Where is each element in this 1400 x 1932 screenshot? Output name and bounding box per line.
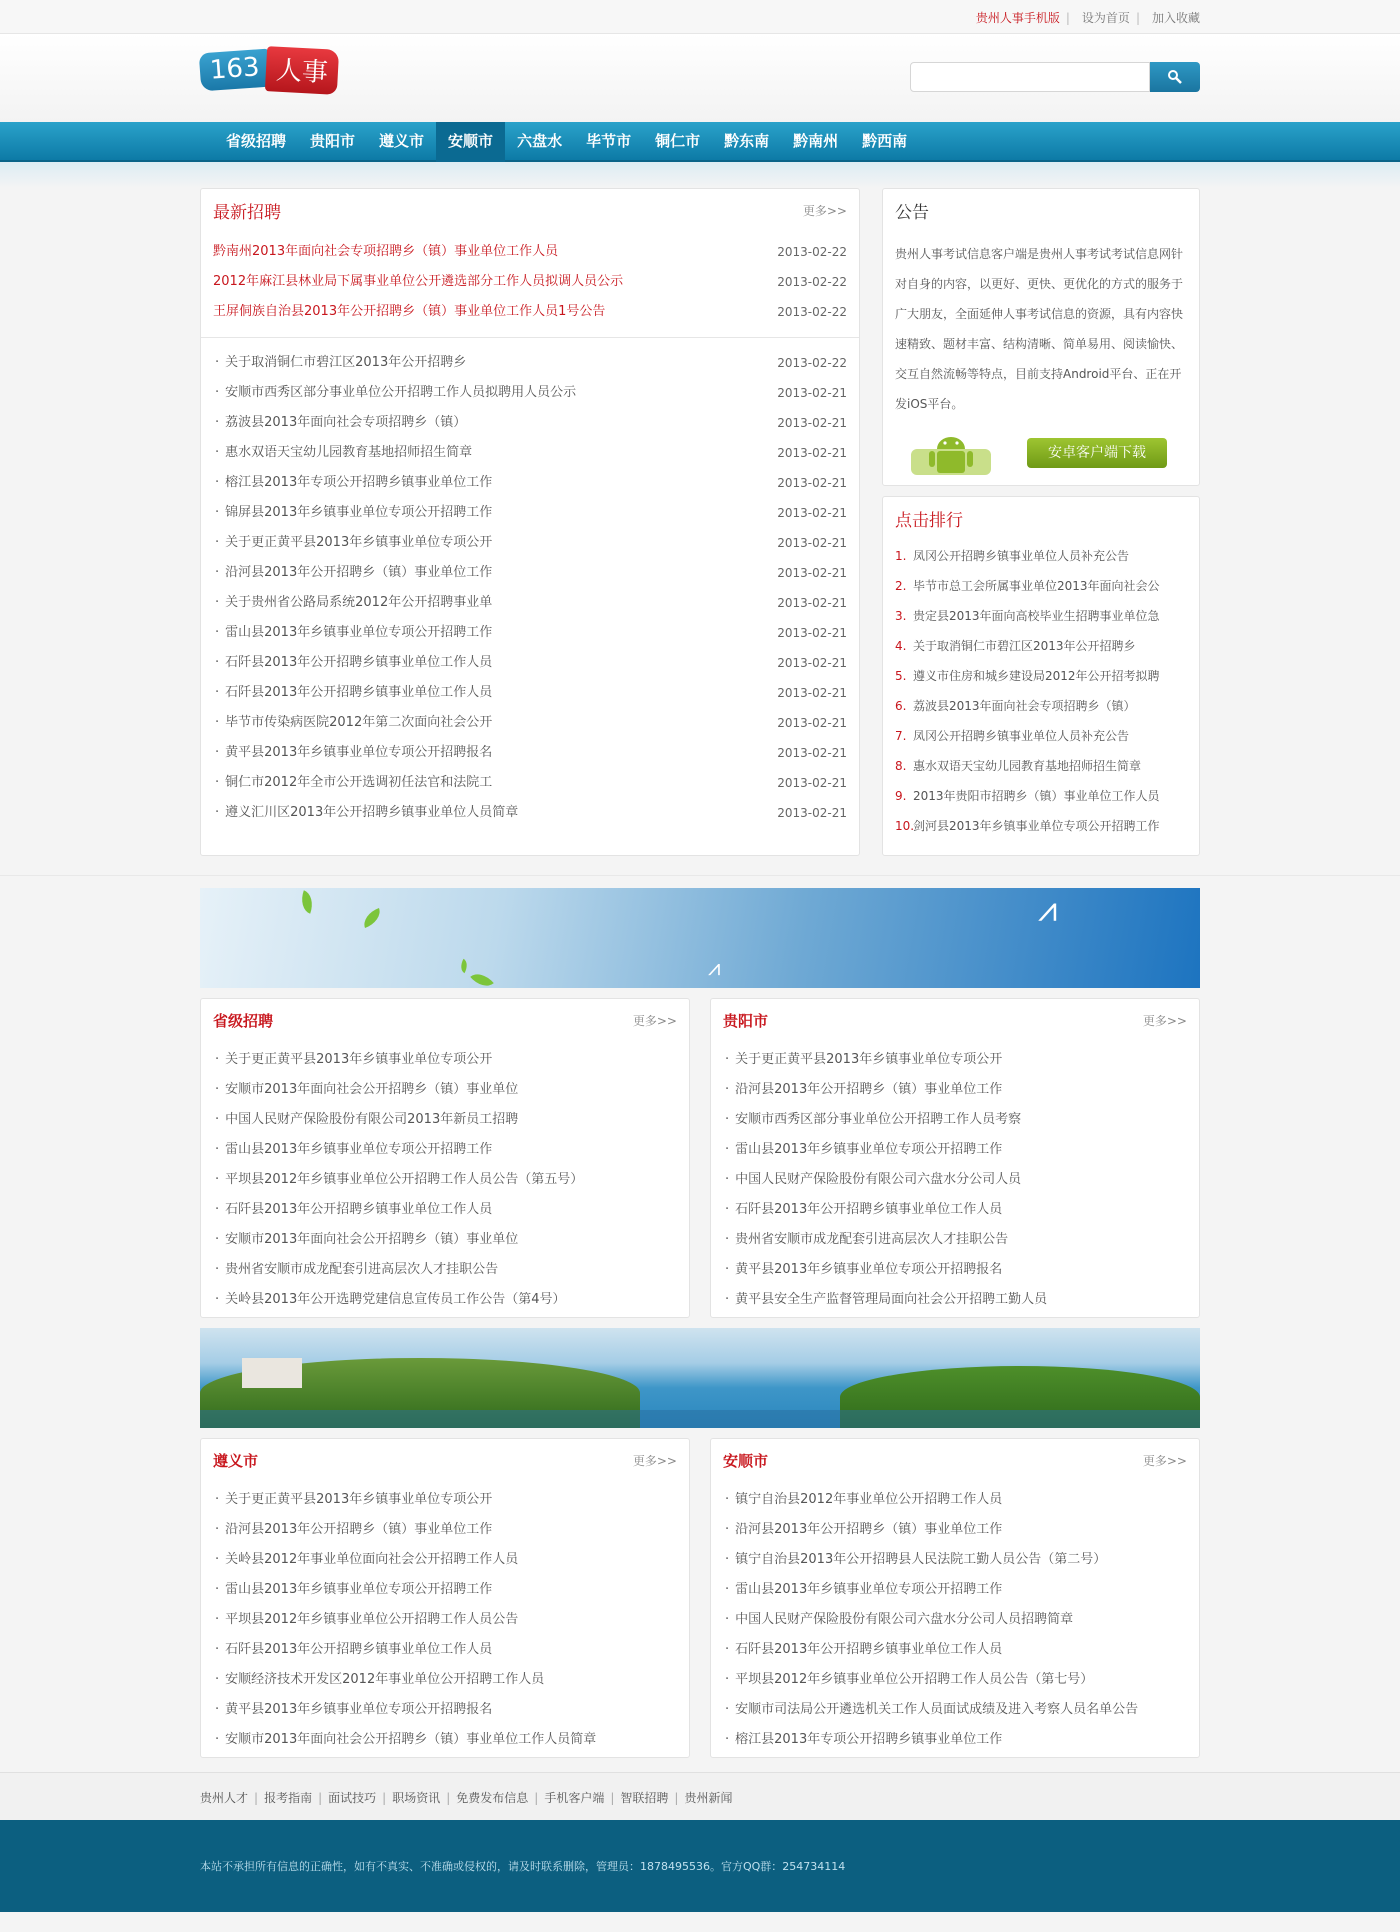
list-item-date: 2013-02-21: [777, 656, 847, 670]
nav-item[interactable]: 六盘水: [517, 132, 563, 150]
separator: |: [382, 1791, 387, 1805]
main-nav: [0, 122, 1400, 162]
list-item: [215, 1695, 677, 1725]
list-item: [725, 1545, 1187, 1575]
latest-list: [201, 338, 859, 828]
footer-link[interactable]: 贵州新闻: [684, 1791, 733, 1805]
rank-number: 5.: [895, 669, 907, 683]
list-item: [215, 1605, 677, 1635]
sky-banner: [200, 888, 1200, 988]
list-item-link[interactable]: · 石阡县2013年公开招聘乡镇事业单位工作人员: [725, 1635, 1002, 1665]
separator: |: [610, 1791, 615, 1805]
rank-item[interactable]: [895, 571, 1187, 601]
list-item: [215, 1225, 677, 1255]
list-item: [725, 1635, 1187, 1665]
set-homepage-link[interactable]: 设为首页: [1081, 11, 1130, 25]
list-item-link[interactable]: · 毕节市传染病医院2012年第二次面向社会公开: [215, 708, 492, 738]
list-item-link[interactable]: · 石阡县2013年公开招聘乡镇事业单位工作人员: [215, 1635, 492, 1665]
list-item-link[interactable]: · 黄平县2013年乡镇事业单位专项公开招聘报名: [215, 738, 492, 768]
list-item-link[interactable]: · 安顺市2013年面向社会公开招聘乡（镇）事业单位: [215, 1225, 518, 1255]
list-item-link[interactable]: · 关岭县2012年事业单位面向社会公开招聘工作人员: [215, 1545, 518, 1575]
list-item-link[interactable]: · 石阡县2013年公开招聘乡镇事业单位工作人员: [215, 648, 492, 678]
list-item-link[interactable]: · 平坝县2012年乡镇事业单位公开招聘工作人员公告（第五号）: [215, 1165, 583, 1195]
list-item-link[interactable]: · 关于更正黄平县2013年乡镇事业单位专项公开: [215, 1045, 492, 1075]
rank-number: 9.: [895, 789, 907, 803]
list-item: [215, 678, 847, 708]
list-item-link[interactable]: · 沿河县2013年公开招聘乡（镇）事业单位工作: [215, 1515, 492, 1545]
list-item-link[interactable]: · 贵州省安顺市成龙配套引进高层次人才挂职公告: [215, 1255, 498, 1285]
list-item: [215, 1575, 677, 1605]
rank-item-link[interactable]: 荔波县2013年面向社会专项招聘乡（镇）: [913, 699, 1136, 713]
list-item-link[interactable]: · 关于更正黄平县2013年乡镇事业单位专项公开: [725, 1045, 1002, 1075]
list-item-link[interactable]: · 榕江县2013年专项公开招聘乡镇事业单位工作: [725, 1725, 1002, 1755]
list-item-link[interactable]: · 安顺市2013年面向社会公开招聘乡（镇）事业单位: [215, 1075, 518, 1105]
rank-item-link[interactable]: 贵定县2013年面向高校毕业生招聘事业单位急: [913, 609, 1160, 623]
hot-item: [213, 237, 847, 267]
mobile-link[interactable]: 贵州人事手机版: [975, 11, 1060, 25]
list-item-date: 2013-02-21: [777, 416, 847, 430]
list-item-link[interactable]: · 镇宁自治县2012年事业单位公开招聘工作人员: [725, 1485, 1002, 1515]
list-item: [215, 798, 847, 828]
hot-item: [213, 267, 847, 297]
list-item-link[interactable]: · 石阡县2013年公开招聘乡镇事业单位工作人员: [215, 1195, 492, 1225]
leaf-icon: [470, 968, 494, 988]
footer-link[interactable]: 报考指南: [264, 1791, 313, 1805]
nav-item[interactable]: 黔南州: [793, 132, 839, 150]
list-item-link[interactable]: · 安顺市司法局公开遴选机关工作人员面试成绩及进入考察人员名单公告: [725, 1695, 1138, 1725]
search-input[interactable]: [910, 62, 1150, 92]
list-item-date: 2013-02-21: [777, 776, 847, 790]
list-item-link[interactable]: · 石阡县2013年公开招聘乡镇事业单位工作人员: [725, 1195, 1002, 1225]
footer-link[interactable]: 面试技巧: [328, 1791, 377, 1805]
list-item: [215, 438, 847, 468]
rank-item[interactable]: [895, 751, 1187, 781]
bird-icon: ⩘: [708, 956, 721, 981]
list-item-link[interactable]: · 沿河县2013年公开招聘乡（镇）事业单位工作: [215, 558, 492, 588]
section-title: 遵义市: [213, 1451, 259, 1470]
logo-number: 163: [199, 49, 271, 92]
list-item: [215, 468, 847, 498]
latest-jobs-title: 最新招聘: [213, 202, 281, 223]
hot-item: [213, 297, 847, 327]
list-item: [215, 1515, 677, 1545]
bird-icon: ⩘: [1038, 890, 1058, 930]
list-item: [215, 528, 847, 558]
rank-item[interactable]: [895, 781, 1187, 811]
rank-item[interactable]: [895, 661, 1187, 691]
list-item: [725, 1665, 1187, 1695]
section-panel: [200, 998, 690, 1318]
list-item-date: 2013-02-21: [777, 746, 847, 760]
search-bar: [910, 62, 1200, 92]
hot-item-link[interactable]: 2012年麻江县林业局下属事业单位公开遴选部分工作人员拟调人员公示: [213, 274, 624, 289]
hot-item-link[interactable]: 王屏侗族自治县2013年公开招聘乡（镇）事业单位工作人员1号公告: [213, 304, 606, 319]
hot-item-date: 2013-02-22: [777, 305, 847, 319]
section-title: 贵阳市: [723, 1011, 769, 1030]
list-item-link[interactable]: · 关岭县2013年公开选聘党建信息宣传员工作公告（第4号）: [215, 1285, 566, 1315]
list-item: [215, 1105, 677, 1135]
list-item-link[interactable]: · 遵义汇川区2013年公开招聘乡镇事业单位人员简章: [215, 798, 518, 828]
separator: |: [534, 1791, 539, 1805]
list-item-link[interactable]: · 安顺市西秀区部分事业单位公开招聘工作人员考察: [725, 1105, 1021, 1135]
list-item-date: 2013-02-21: [777, 536, 847, 550]
list-item: [725, 1135, 1187, 1165]
section-panel: [710, 1438, 1200, 1758]
list-item: [725, 1165, 1187, 1195]
separator: |: [674, 1791, 679, 1805]
rank-number: 1.: [895, 549, 907, 563]
list-item: [215, 768, 847, 798]
rank-item[interactable]: [895, 691, 1187, 721]
notice-text: 贵州人事考试信息客户端是贵州人事考试考试信息网针对自身的内容，以更好、更快、更优化的方式的服务于广大朋友，全面延伸人事考试信息的资源，具有内容快速精致、题材丰富、结构清晰、简单易用、阅读愉快、交互自然流畅等特点，目前支持Android平台、正在开发iOS平台。: [895, 247, 1184, 411]
list-item-link[interactable]: · 锦屏县2013年乡镇事业单位专项公开招聘工作: [215, 498, 492, 528]
list-item: [215, 618, 847, 648]
list-item: [725, 1045, 1187, 1075]
rank-item-link[interactable]: 剑河县2013年乡镇事业单位专项公开招聘工作: [913, 819, 1160, 833]
click-ranking-panel: [882, 496, 1200, 856]
list-item-link[interactable]: · 沿河县2013年公开招聘乡（镇）事业单位工作: [725, 1075, 1002, 1105]
list-item: [215, 348, 847, 378]
list-item: [215, 708, 847, 738]
rank-number: 7.: [895, 729, 907, 743]
list-item-date: 2013-02-21: [777, 566, 847, 580]
rank-item[interactable]: [895, 631, 1187, 661]
ranking-title: 点击排行: [895, 510, 963, 531]
list-item: [215, 408, 847, 438]
nav-item[interactable]: 安顺市: [436, 122, 505, 162]
section-panel: [200, 1438, 690, 1758]
android-icon: [911, 427, 991, 479]
list-item: [725, 1075, 1187, 1105]
footer: [0, 1820, 1400, 1912]
separator: |: [446, 1791, 451, 1805]
footer-link[interactable]: 智联招聘: [620, 1791, 669, 1805]
nav-shadow: [0, 162, 1400, 188]
list-item-link[interactable]: · 铜仁市2012年全市公开选调初任法官和法院工: [215, 768, 492, 798]
notice-panel: [882, 188, 1200, 486]
list-item-link[interactable]: · 榕江县2013年专项公开招聘乡镇事业单位工作: [215, 468, 492, 498]
list-item-date: 2013-02-21: [777, 506, 847, 520]
list-item: [215, 1255, 677, 1285]
list-item-link[interactable]: · 黄平县2013年乡镇事业单位专项公开招聘报名: [725, 1255, 1002, 1285]
nav-item[interactable]: 贵阳市: [310, 132, 356, 150]
nav-item[interactable]: 省级招聘: [226, 132, 287, 150]
rank-item[interactable]: [895, 811, 1187, 841]
list-item: [215, 1045, 677, 1075]
rank-number: 4.: [895, 639, 907, 653]
list-item-link[interactable]: · 贵州省安顺市成龙配套引进高层次人才挂职公告: [725, 1225, 1008, 1255]
list-item-date: 2013-02-21: [777, 686, 847, 700]
list-item-link[interactable]: · 关于贵州省公路局系统2012年公开招聘事业单: [215, 588, 492, 618]
list-item-link[interactable]: · 荔波县2013年面向社会专项招聘乡（镇）: [215, 408, 466, 438]
list-item-link[interactable]: · 镇宁自治县2013年公开招聘县人民法院工勤人员公告（第二号）: [725, 1545, 1106, 1575]
hot-item-date: 2013-02-22: [777, 275, 847, 289]
rank-number: 6.: [895, 699, 907, 713]
top-links: 贵州人事手机版 | 设为首页 | 加入收藏: [975, 11, 1200, 25]
list-item-date: 2013-02-21: [777, 386, 847, 400]
list-item: [215, 1545, 677, 1575]
list-item: [215, 1485, 677, 1515]
header: [0, 34, 1400, 122]
rank-item-link[interactable]: 凤冈公开招聘乡镇事业单位人员补充公告: [913, 729, 1130, 743]
list-item: [725, 1485, 1187, 1515]
water-shape: [200, 1410, 1200, 1428]
search-button[interactable]: [1150, 62, 1200, 92]
list-item-date: 2013-02-21: [777, 806, 847, 820]
list-item-date: 2013-02-21: [777, 476, 847, 490]
list-item-link[interactable]: · 雷山县2013年乡镇事业单位专项公开招聘工作: [725, 1575, 1002, 1605]
rank-item-link[interactable]: 毕节市总工会所属事业单位2013年面向社会公: [913, 579, 1160, 593]
add-favorite-link[interactable]: 加入收藏: [1151, 11, 1200, 25]
list-item: [215, 1195, 677, 1225]
footer-link[interactable]: 免费发布信息: [456, 1791, 529, 1805]
list-item: [215, 1165, 677, 1195]
search-icon: [1167, 69, 1183, 85]
list-item: [215, 648, 847, 678]
footer-link[interactable]: 手机客户端: [544, 1791, 605, 1805]
rank-number: 2.: [895, 579, 907, 593]
separator: |: [254, 1791, 259, 1805]
list-item: [215, 378, 847, 408]
nav-item[interactable]: 铜仁市: [655, 132, 701, 150]
rank-number: 8.: [895, 759, 907, 773]
list-item-link[interactable]: · 石阡县2013年公开招聘乡镇事业单位工作人员: [215, 678, 492, 708]
footer-links: [0, 1772, 1400, 1820]
list-item-link[interactable]: · 关于更正黄平县2013年乡镇事业单位专项公开: [215, 528, 492, 558]
section-more-link[interactable]: 更多>>: [1142, 1453, 1187, 1468]
list-item: [725, 1225, 1187, 1255]
list-item: [725, 1575, 1187, 1605]
hot-list: [201, 231, 859, 338]
list-item: [725, 1515, 1187, 1545]
list-item-link[interactable]: · 安顺经济技术开发区2012年事业单位公开招聘工作人员: [215, 1665, 544, 1695]
list-item: [215, 498, 847, 528]
list-item-link[interactable]: · 黄平县2013年乡镇事业单位专项公开招聘报名: [215, 1695, 492, 1725]
section-more-link[interactable]: 更多>>: [632, 1453, 677, 1468]
list-item: [725, 1725, 1187, 1755]
list-item-date: 2013-02-22: [777, 356, 847, 370]
list-item-date: 2013-02-21: [777, 596, 847, 610]
list-item: [215, 1135, 677, 1165]
hot-item-date: 2013-02-22: [777, 245, 847, 259]
list-item: [215, 738, 847, 768]
lake-banner: [200, 1328, 1200, 1428]
list-item: [725, 1285, 1187, 1315]
logo-text: 人事: [265, 46, 339, 95]
list-item: [215, 1285, 677, 1315]
rank-item-link[interactable]: 2013年贵阳市招聘乡（镇）事业单位工作人员: [913, 789, 1160, 803]
rank-item-link[interactable]: 关于取消铜仁市碧江区2013年公开招聘乡: [913, 639, 1136, 653]
section-title: 省级招聘: [213, 1011, 274, 1030]
list-item: [215, 1075, 677, 1105]
notice-title: 公告: [895, 202, 929, 223]
list-item-link[interactable]: · 安顺市2013年面向社会公开招聘乡（镇）事业单位工作人员简章: [215, 1725, 596, 1755]
rank-item-link[interactable]: 惠水双语天宝幼儿园教育基地招师招生简章: [913, 759, 1142, 773]
list-item: [215, 588, 847, 618]
list-item-link[interactable]: · 安顺市西秀区部分事业单位公开招聘工作人员拟聘用人员公示: [215, 378, 576, 408]
list-item: [215, 558, 847, 588]
list-item: [215, 1635, 677, 1665]
section-title: 安顺市: [723, 1451, 769, 1470]
footer-link[interactable]: 贵州人才: [200, 1791, 249, 1805]
list-item-link[interactable]: · 雷山县2013年乡镇事业单位专项公开招聘工作: [725, 1135, 1002, 1165]
latest-more-link[interactable]: 更多>>: [802, 203, 847, 218]
list-item-date: 2013-02-21: [777, 716, 847, 730]
list-item-link[interactable]: · 雷山县2013年乡镇事业单位专项公开招聘工作: [215, 1575, 492, 1605]
section-more-link[interactable]: 更多>>: [1142, 1013, 1187, 1028]
footer-link[interactable]: 职场资讯: [392, 1791, 441, 1805]
rank-item-link[interactable]: 遵义市住房和城乡建设局2012年公开招考拟聘: [913, 669, 1160, 683]
nav-item[interactable]: 黔西南: [862, 132, 908, 150]
list-item: [725, 1695, 1187, 1725]
rank-item[interactable]: [895, 541, 1187, 571]
rank-number: 10.: [895, 819, 915, 833]
section-panel: [710, 998, 1200, 1318]
list-item: [725, 1105, 1187, 1135]
list-item-link[interactable]: · 黄平县安全生产监督管理局面向社会公开招聘工勤人员: [725, 1285, 1047, 1315]
site-logo[interactable]: [200, 48, 338, 92]
latest-jobs-panel: [200, 188, 860, 856]
list-item-link[interactable]: · 雷山县2013年乡镇事业单位专项公开招聘工作: [215, 1135, 492, 1165]
list-item: [215, 1665, 677, 1695]
top-bar: [0, 0, 1400, 34]
list-item-link[interactable]: · 中国人民财产保险股份有限公司2013年新员工招聘: [215, 1105, 518, 1135]
rank-item[interactable]: [895, 721, 1187, 751]
list-item-link[interactable]: · 关于更正黄平县2013年乡镇事业单位专项公开: [215, 1485, 492, 1515]
separator: |: [318, 1791, 323, 1805]
hot-item-link[interactable]: 黔南州2013年面向社会专项招聘乡（镇）事业单位工作人员: [213, 244, 559, 259]
list-item-link[interactable]: · 雷山县2013年乡镇事业单位专项公开招聘工作: [215, 618, 492, 648]
list-item-date: 2013-02-21: [777, 446, 847, 460]
list-item-link[interactable]: · 平坝县2012年乡镇事业单位公开招聘工作人员公告（第七号）: [725, 1665, 1093, 1695]
nav-item[interactable]: 遵义市: [379, 132, 425, 150]
rank-number: 3.: [895, 609, 907, 623]
leaf-icon: [297, 890, 317, 914]
list-item-link[interactable]: · 平坝县2012年乡镇事业单位公开招聘工作人员公告: [215, 1605, 518, 1635]
list-item: [725, 1195, 1187, 1225]
list-item-date: 2013-02-21: [777, 626, 847, 640]
list-item-link[interactable]: · 中国人民财产保险股份有限公司六盘水分公司人员招聘简章: [725, 1605, 1073, 1635]
nav-item[interactable]: 黔东南: [724, 132, 770, 150]
building-shape: [242, 1358, 302, 1388]
leaf-icon: [360, 908, 384, 928]
android-download-button[interactable]: 安卓客户端下载: [1027, 438, 1167, 468]
section-more-link[interactable]: 更多>>: [632, 1013, 677, 1028]
list-item: [725, 1605, 1187, 1635]
list-item: [725, 1255, 1187, 1285]
nav-item[interactable]: 毕节市: [586, 132, 632, 150]
list-item: [215, 1725, 677, 1755]
list-item-link[interactable]: · 沿河县2013年公开招聘乡（镇）事业单位工作: [725, 1515, 1002, 1545]
list-item-link[interactable]: · 惠水双语天宝幼儿园教育基地招师招生简章: [215, 438, 472, 468]
leaf-icon: [458, 959, 471, 973]
rank-item[interactable]: [895, 601, 1187, 631]
list-item-link[interactable]: · 中国人民财产保险股份有限公司六盘水分公司人员: [725, 1165, 1021, 1195]
footer-text: 本站不承担所有信息的正确性，如有不真实、不准确或侵权的，请及时联系删除，管理员：1878495536。官方QQ群：254734114: [200, 1860, 846, 1873]
rank-item-link[interactable]: 凤冈公开招聘乡镇事业单位人员补充公告: [913, 549, 1130, 563]
list-item-link[interactable]: · 关于取消铜仁市碧江区2013年公开招聘乡: [215, 348, 466, 378]
